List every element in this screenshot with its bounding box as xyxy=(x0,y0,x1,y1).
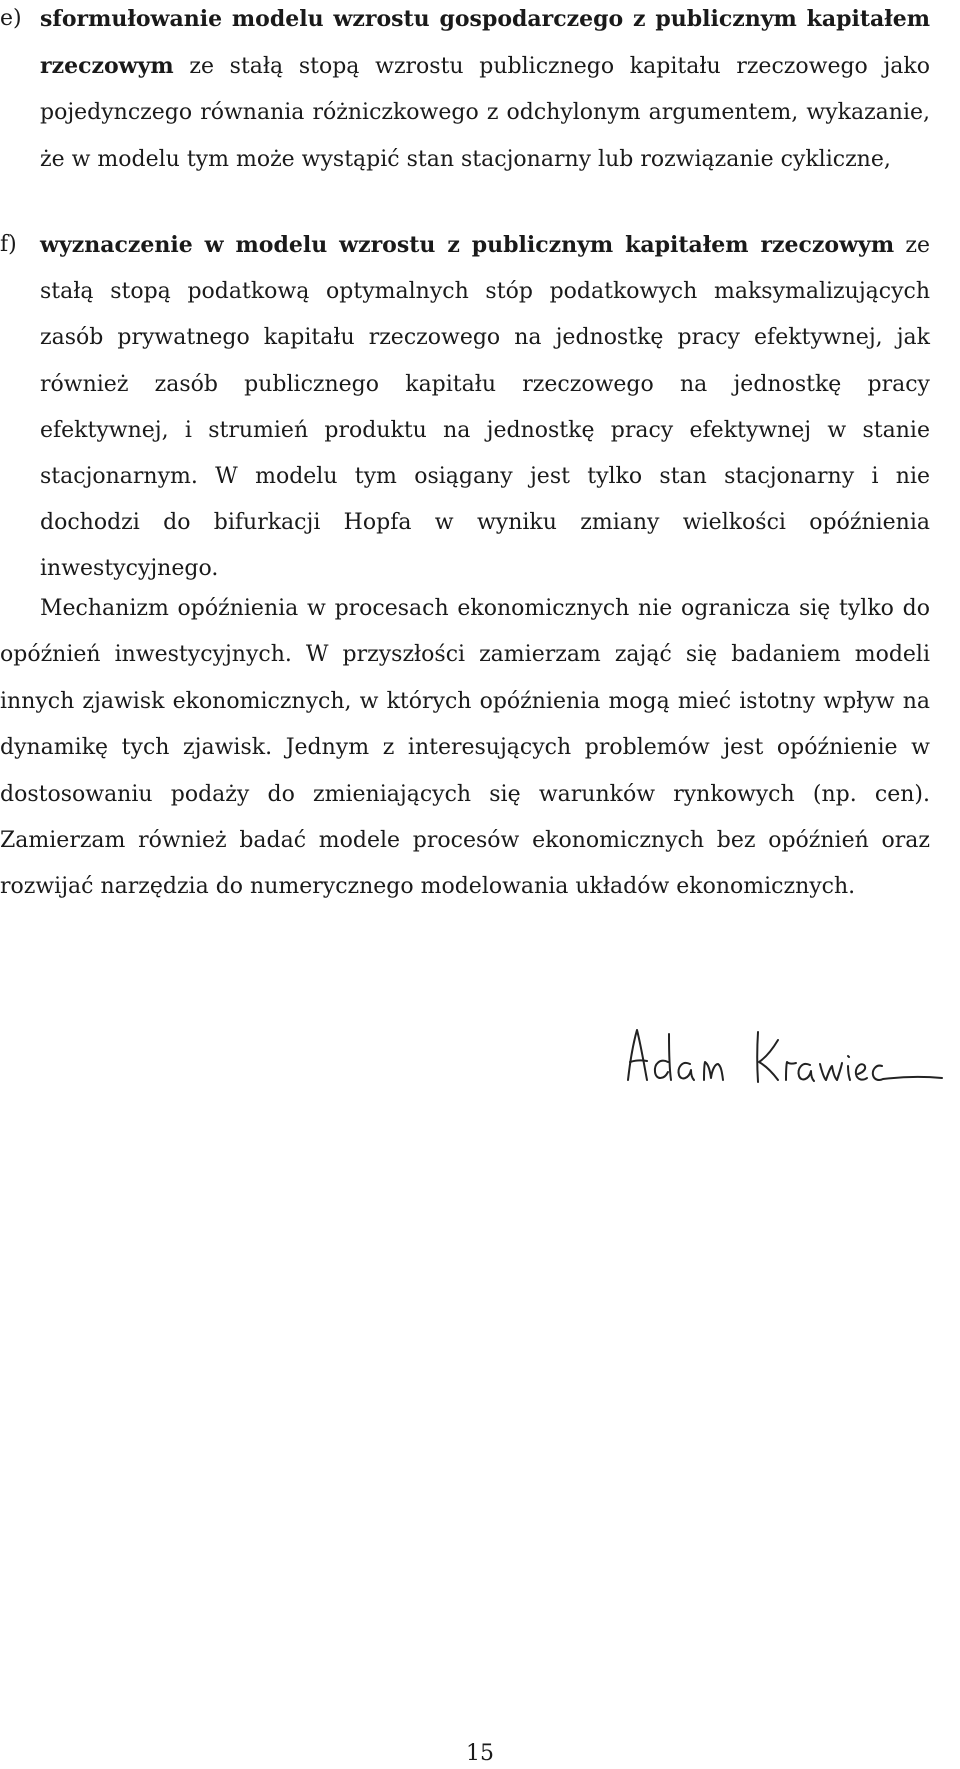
list-item-f xyxy=(0,222,930,593)
page-number: 15 xyxy=(466,1741,494,1766)
list-item-bold-text: wyznaczenie w modelu wzrostu z publicznym kapitałem rzeczowym xyxy=(40,232,895,258)
list-item-body xyxy=(40,222,930,593)
handwritten-signature xyxy=(620,1022,950,1102)
list-item-body xyxy=(40,0,930,183)
closing-paragraph: Mechanizm opóźnienia w procesach ekonomicznych nie ogranicza się tylko do opóźnień inwestycyjnych. W przyszłości zamierzam zająć się badaniem modeli innych zjawisk ekonomicznych, w których opóźnienia mogą mieć istotny wpływ na dynamikę tych zjawisk. Jednym z interesujących problemów jest opóźnienie w dostosowaniu podaży do zmieniających się warunków rynkowych (np. cen). Zamierzam również badać modele procesów ekonomicznych bez opóźnień oraz rozwijać narzędzia do numerycznego modelowania układów ekonomicznych. xyxy=(0,596,930,900)
list-item-text: ze stałą stopą wzrostu publicznego kapitału rzeczowego jako pojedynczego równania różniczkowego z odchylonym argumentem, wykazanie, że w modelu tym może wystąpić stan stacjonarny lub rozwiązanie cykliczne, xyxy=(40,54,930,172)
list-item-e xyxy=(0,0,930,183)
list-item-label: f) xyxy=(0,232,17,257)
list-item-label: e) xyxy=(0,6,22,31)
list-item-text: ze stałą stopą podatkową optymalnych stóp podatkowych maksymalizujących zasób prywatnego kapitału rzeczowego na jednostkę pracy efektywnej, jak również zasób publicznego kapitału rzeczowego na jednostkę pracy efektywnej, i strumień produktu na jednostkę pracy efektywnej w stanie stacjonarnym. W modelu tym osiągany jest tylko stan stacjonarny i nie dochodzi do bifurkacji Hopfa w wyniku zmiany wielkości opóźnienia inwestycyjnego. xyxy=(40,233,930,582)
list-item-bold-text: sformułowanie modelu wzrostu gospodarczego z publicznym kapitałem rzeczowym xyxy=(40,6,930,80)
